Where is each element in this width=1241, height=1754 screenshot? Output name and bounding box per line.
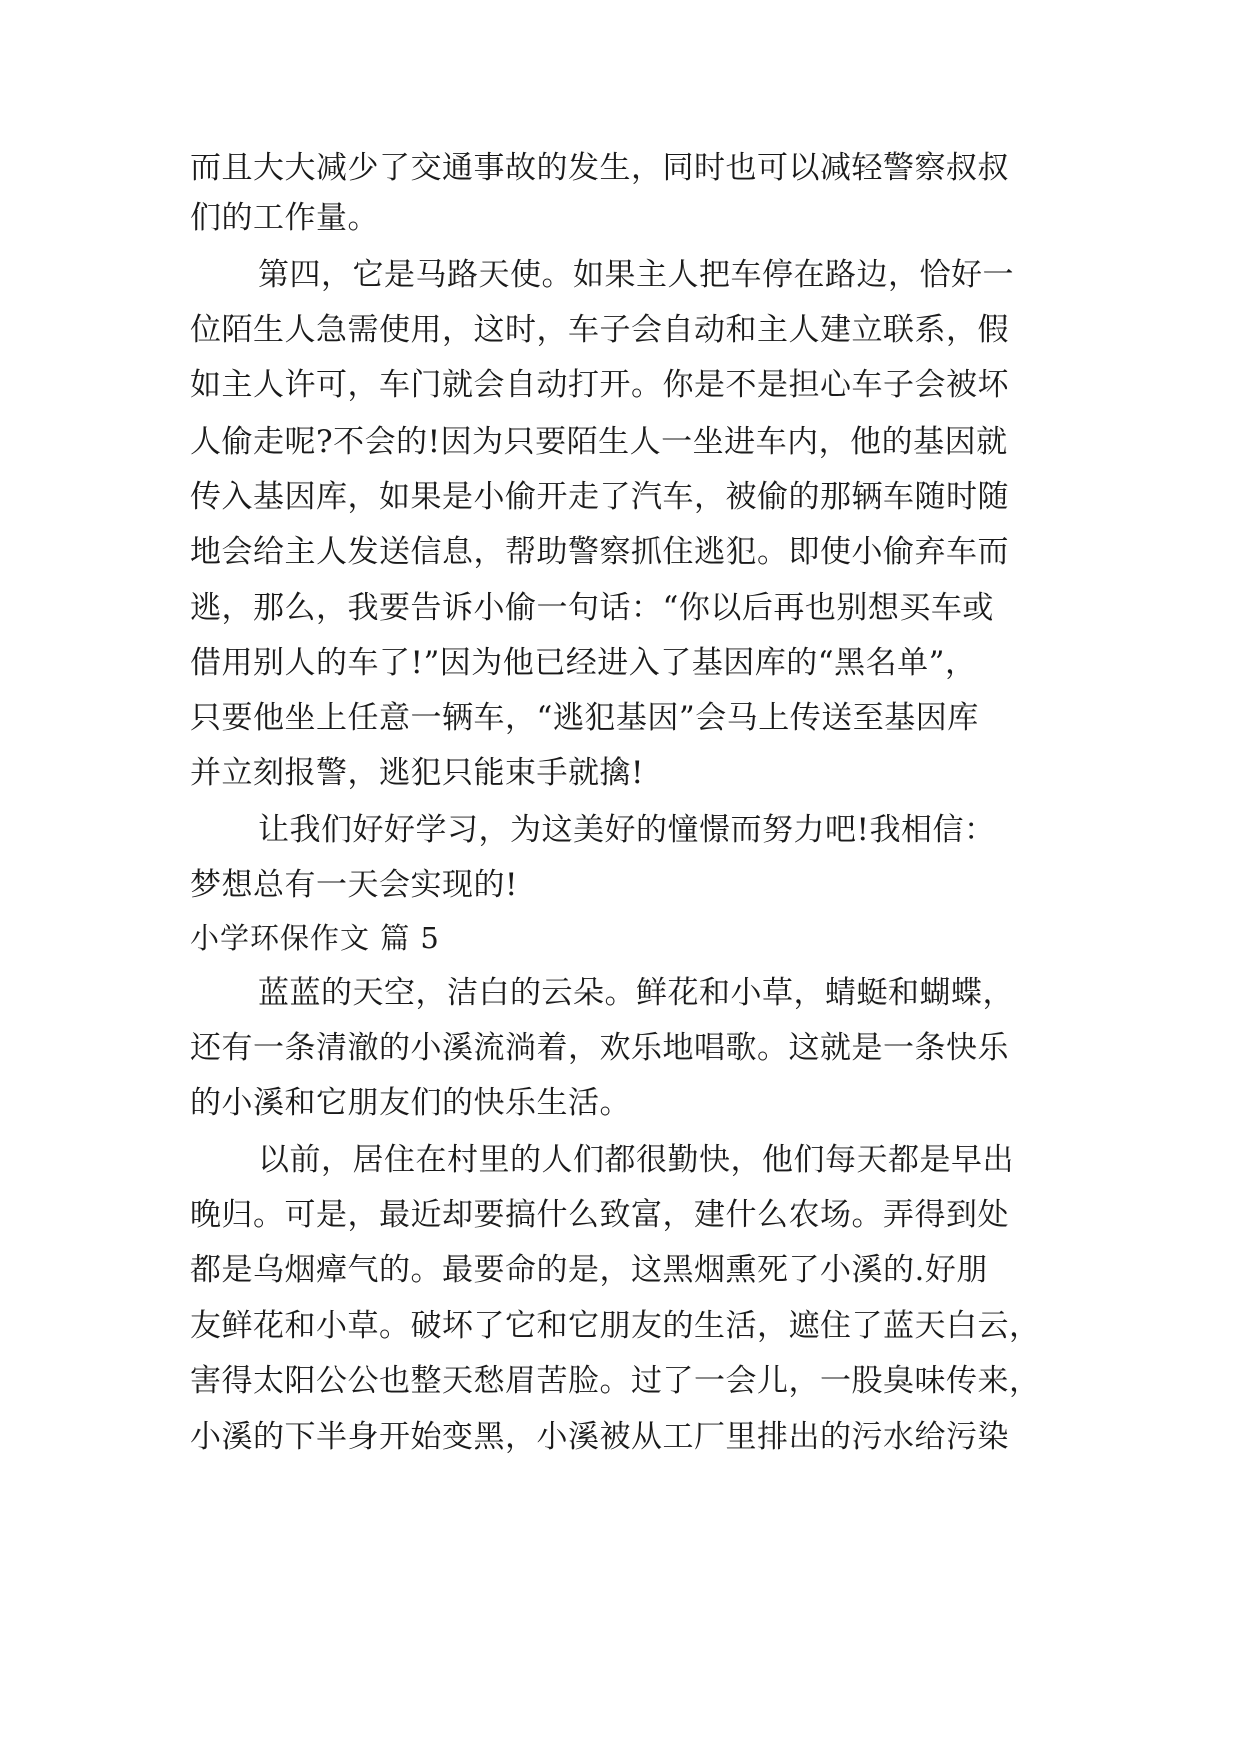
paragraph-5-line-1: 以前，居住在村里的人们都很勤快，他们每天都是早出 xyxy=(258,1142,1014,1178)
paragraph-2-line-2: 位陌生人急需使用，这时，车子会自动和主人建立联系，假 xyxy=(190,312,1009,348)
paragraph-4-line-3: 的小溪和它朋友们的快乐生活。 xyxy=(190,1085,631,1121)
paragraph-2-line-9: 只要他坐上任意一辆车，“逃犯基因”会马上传送至基因库 xyxy=(190,700,979,736)
paragraph-2-line-8: 借用别人的车了!”因为他已经进入了基因库的“黑名单”， xyxy=(190,645,977,681)
paragraph-1-line-1: 而且大大减少了交通事故的发生，同时也可以减轻警察叔叔 xyxy=(190,150,1009,186)
paragraph-4-line-2: 还有一条清澈的小溪流淌着，欢乐地唱歌。这就是一条快乐 xyxy=(190,1030,1009,1066)
section-title: 小学环保作文 篇 5 xyxy=(190,921,440,955)
paragraph-5-line-4: 友鲜花和小草。破坏了它和它朋友的生活，遮住了蓝天白云， xyxy=(190,1308,1041,1344)
paragraph-5-line-2: 晚归。可是，最近却要搞什么致富，建什么农场。弄得到处 xyxy=(190,1197,1009,1233)
paragraph-2-line-5: 传入基因库，如果是小偷开走了汽车，被偷的那辆车随时随 xyxy=(190,479,1009,515)
paragraph-5-line-6: 小溪的下半身开始变黑，小溪被从工厂里排出的污水给污染 xyxy=(190,1419,1009,1455)
paragraph-2-line-1: 第四，它是马路天使。如果主人把车停在路边，恰好一 xyxy=(258,257,1014,293)
paragraph-3-line-1: 让我们好好学习，为这美好的憧憬而努力吧!我相信： xyxy=(258,812,996,848)
paragraph-5-line-3: 都是乌烟瘴气的。最要命的是，这黑烟熏死了小溪的.好朋 xyxy=(190,1252,988,1288)
paragraph-5-line-5: 害得太阳公公也整天愁眉苦脸。过了一会儿，一股臭味传来， xyxy=(190,1363,1041,1399)
paragraph-2-line-4: 人偷走呢?不会的!因为只要陌生人一坐进车内，他的基因就 xyxy=(190,424,1008,460)
paragraph-4-line-1: 蓝蓝的天空，洁白的云朵。鲜花和小草，蜻蜓和蝴蝶， xyxy=(258,975,1014,1011)
paragraph-2-line-7: 逃，那么，我要告诉小偷一句话：“你以后再也别想买车或 xyxy=(190,590,994,626)
paragraph-2-line-10: 并立刻报警，逃犯只能束手就擒! xyxy=(190,755,644,791)
paragraph-1-line-2: 们的工作量。 xyxy=(190,200,379,236)
paragraph-2-line-3: 如主人许可，车门就会自动打开。你是不是担心车子会被坏 xyxy=(190,367,1009,403)
paragraph-3-line-2: 梦想总有一天会实现的! xyxy=(190,867,518,903)
paragraph-2-line-6: 地会给主人发送信息，帮助警察抓住逃犯。即使小偷弃车而 xyxy=(190,534,1009,570)
